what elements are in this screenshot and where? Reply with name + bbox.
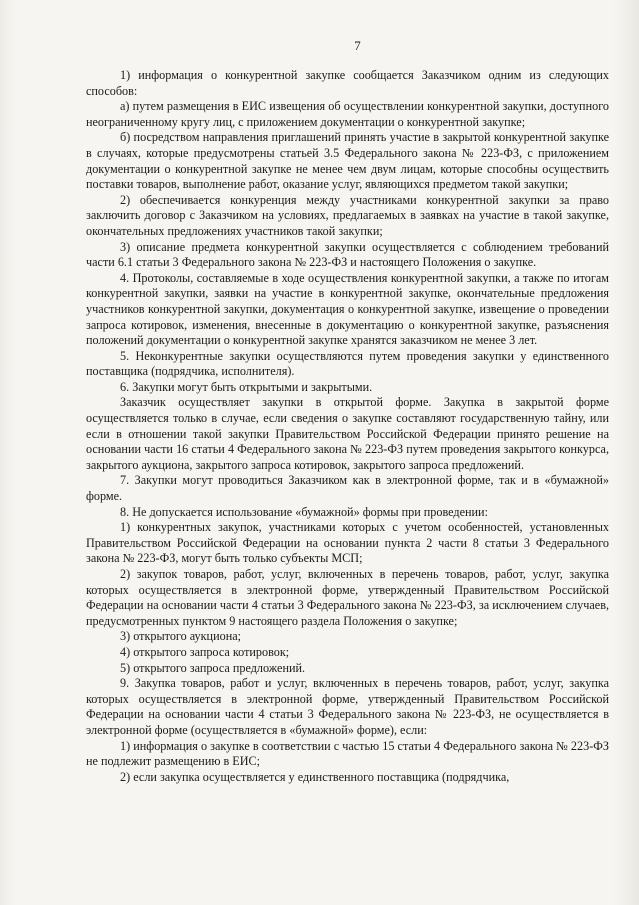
document-body — [86, 68, 609, 785]
paragraph: 5. Неконкурентные закупки осуществляются путем проведения закупки у единственного поставщика (подрядчика, исполнителя). — [86, 348, 609, 379]
paragraph: Заказчик осуществляет закупки в открытой форме. Закупка в закрытой форме осуществляется только в случае, если сведения о закупке составляют государственную тайну, или если в отношении такой закупки Правительством Российской Федерации принято решение на основании части 16 статьи 4 Федерального закона № 223-ФЗ путем проведения закрытого конкурса, закрытого аукциона, закрытого запроса котировок, закрытого запроса предложений. — [86, 395, 609, 472]
paragraph: 8. Не допускается использование «бумажной» формы при проведении: — [120, 504, 488, 519]
paragraph: 1) информация о конкурентной закупке сообщается Заказчиком одним из следующих способов: — [86, 68, 609, 98]
paragraph: 1) информация о закупке в соответствии с частью 15 статьи 4 Федерального закона № 223-ФЗ не подлежит размещению в ЕИС; — [86, 738, 609, 769]
paragraph: 3) описание предмета конкурентной закупки осуществляется с соблюдением требований части 6.1 статьи 3 Федерального закона № 223-ФЗ и настоящего Положения о закупке. — [86, 239, 609, 270]
paragraph: 9. Закупка товаров, работ и услуг, включенных в перечень товаров, работ, услуг, закупка которых осуществляется в электронной форме, утвержденный Правительством Российской Федерации на основании части 4 статьи 3 Федерального закона № 223-ФЗ, не осуществляется в электронной форме (осуществляется в «бумажной» форме), если: — [86, 676, 609, 737]
page-number: 7 — [354, 38, 361, 53]
paragraph: 4) открытого запроса котировок; — [120, 644, 290, 659]
paragraph: 4. Протоколы, составляемые в ходе осуществления конкурентной закупки, а также по итогам конкурентной закупки, заявки на участие в конкурентной закупке, окончательные предложения участников конкурентной закупки, документация о конкурентной закупке, извещение о проведении запроса котировок, изменения, внесенные в документацию о конкурентной закупке, разъяснения положений документации о конкурентной закупке хранятся заказчиком не менее 3 лет. — [86, 270, 609, 348]
paragraph: 2) обеспечивается конкуренция между участниками конкурентной закупки за право заключить договор с Заказчиком на условиях, предлагаемых в заявках на участие в такой закупке, окончательных предложениях участников такой закупки; — [86, 192, 609, 238]
paragraph: 5) открытого запроса предложений. — [120, 660, 306, 675]
paragraph: а) путем размещения в ЕИС извещения об осуществлении конкурентной закупки, доступного неограниченному кругу лиц, с приложением документации о конкурентной закупке; — [86, 99, 609, 129]
paragraph: 3) открытого аукциона; — [120, 629, 242, 644]
paragraph: 1) конкурентных закупок, участниками которых с учетом особенностей, установленных Правительством Российской Федерации на основании пункта 2 части 8 статьи 3 Федерального закона № 223-ФЗ, могут быть только субъекты МСП; — [86, 520, 609, 566]
paragraph: 2) закупок товаров, работ, услуг, включенных в перечень товаров, работ, услуг, закупка которых осуществляется в электронной форме, утвержденный Правительством Российской Федерации на основании части 4 статьи 3 Федерального закона № 223-ФЗ, за исключением случаев, предусмотренных пунктом 9 настоящего раздела Положения о закупке; — [86, 567, 609, 628]
paragraph: б) посредством направления приглашений принять участие в закрытой конкурентной закупке в случаях, которые предусмотрены статьей 3.5 Федерального закона № 223-ФЗ, с приложением документации о конкурентной закупке не менее чем двум лицам, которые способны осуществить поставки товаров, выполнение работ, оказание услуг, являющихся предметом такой закупки; — [86, 130, 609, 192]
paragraph: 2) если закупка осуществляется у единственного поставщика (подрядчика, — [120, 769, 510, 784]
paragraph: 6. Закупки могут быть открытыми и закрытыми. — [120, 379, 373, 394]
paragraph: 7. Закупки могут проводиться Заказчиком как в электронной форме, так и в «бумажной» форме. — [86, 473, 609, 504]
